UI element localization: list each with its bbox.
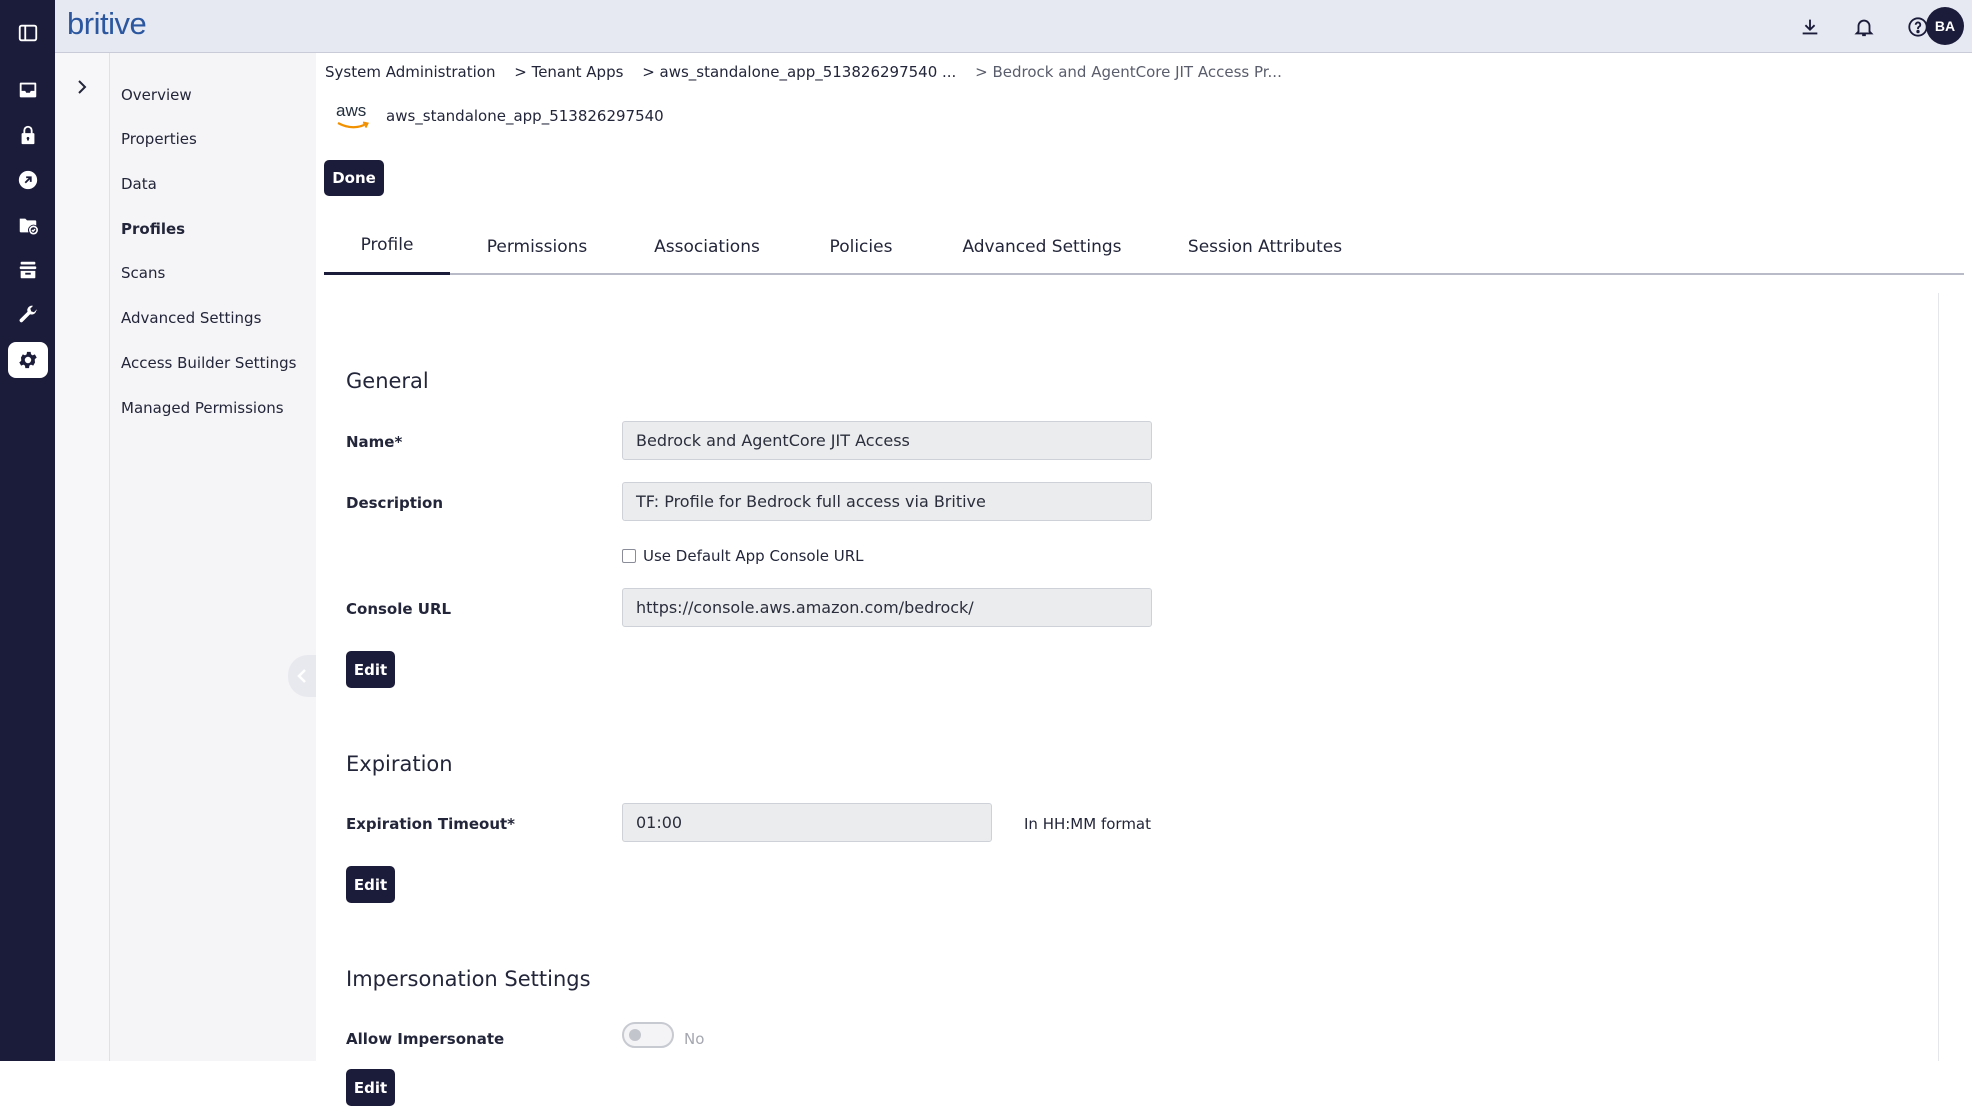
- top-bar: [55, 0, 1972, 53]
- archive-icon[interactable]: [8, 252, 48, 288]
- user-avatar[interactable]: BA: [1926, 7, 1964, 45]
- impersonation-edit-button[interactable]: Edit: [346, 1069, 395, 1106]
- subnav-item-profiles[interactable]: Profiles: [121, 220, 186, 238]
- subnav-item-access-builder-settings[interactable]: Access Builder Settings: [121, 354, 297, 372]
- sub-navigation: [110, 53, 316, 1061]
- sidebar-toggle-icon[interactable]: [8, 15, 48, 51]
- app-name: aws_standalone_app_513826297540: [386, 107, 664, 125]
- main-content: [316, 53, 1972, 1097]
- expiration-edit-button[interactable]: Edit: [346, 866, 395, 903]
- expiration-timeout-label: Expiration Timeout*: [346, 815, 516, 833]
- arrow-up-right-icon[interactable]: [8, 162, 48, 198]
- subnav-item-managed-permissions[interactable]: Managed Permissions: [121, 399, 284, 417]
- breadcrumb-system-administration[interactable]: System Administration: [325, 63, 496, 81]
- subnav-item-properties[interactable]: Properties: [121, 130, 197, 148]
- chevron-left-icon: [295, 667, 309, 685]
- default-console-url-label: Use Default App Console URL: [643, 547, 864, 565]
- tab-advanced-settings[interactable]: Advanced Settings: [962, 236, 1122, 257]
- folder-check-icon[interactable]: [8, 207, 48, 243]
- tab-profile[interactable]: Profile: [324, 218, 450, 275]
- expiration-format-hint: In HH:MM format: [1024, 815, 1152, 833]
- expiration-section-title: Expiration: [346, 752, 453, 776]
- aws-logo: aws: [334, 101, 374, 131]
- download-icon[interactable]: [1795, 12, 1825, 42]
- description-field[interactable]: TF: Profile for Bedrock full access via Britive: [622, 482, 1152, 521]
- allow-impersonate-toggle[interactable]: [622, 1022, 674, 1048]
- default-console-url-checkbox[interactable]: [622, 549, 636, 563]
- console-url-label: Console URL: [346, 600, 452, 618]
- impersonation-section-title: Impersonation Settings: [346, 967, 591, 991]
- default-console-url-row: [622, 547, 864, 565]
- app-header: [334, 101, 664, 131]
- console-url-field[interactable]: https://console.aws.amazon.com/bedrock/: [622, 588, 1152, 627]
- expiration-timeout-field[interactable]: 01:00: [622, 803, 992, 842]
- name-label: Name*: [346, 433, 403, 451]
- general-edit-button[interactable]: Edit: [346, 651, 395, 688]
- icon-rail: [0, 0, 55, 1061]
- subnav-item-overview[interactable]: Overview: [121, 86, 192, 104]
- wrench-icon[interactable]: [8, 297, 48, 333]
- tab-permissions[interactable]: Permissions: [486, 236, 588, 257]
- breadcrumb-tenant-apps[interactable]: > Tenant Apps: [514, 63, 624, 81]
- tab-policies[interactable]: Policies: [829, 236, 893, 257]
- breadcrumb-current-profile: > Bedrock and AgentCore JIT Access Pr...: [975, 63, 1282, 81]
- name-field[interactable]: Bedrock and AgentCore JIT Access: [622, 421, 1152, 460]
- profile-form: [324, 293, 1954, 1097]
- britive-logo[interactable]: britive: [67, 6, 147, 41]
- lock-icon[interactable]: [8, 117, 48, 153]
- subnav-item-scans[interactable]: Scans: [121, 264, 166, 282]
- tab-session-attributes[interactable]: Session Attributes: [1187, 236, 1343, 257]
- profile-tabs: [324, 218, 1964, 275]
- breadcrumb: [325, 63, 1296, 81]
- done-button[interactable]: Done: [324, 160, 384, 196]
- tab-associations[interactable]: Associations: [654, 236, 760, 257]
- breadcrumb-app[interactable]: > aws_standalone_app_513826297540 ...: [642, 63, 957, 81]
- subnav-item-advanced-settings[interactable]: Advanced Settings: [121, 309, 262, 327]
- allow-impersonate-label: Allow Impersonate: [346, 1030, 505, 1048]
- allow-impersonate-state: No: [684, 1030, 705, 1048]
- inbox-icon[interactable]: [8, 72, 48, 108]
- description-label: Description: [346, 494, 444, 512]
- chevron-right-icon[interactable]: [72, 77, 92, 97]
- nav-column: [55, 53, 110, 1061]
- gear-icon[interactable]: [8, 342, 48, 378]
- subnav-item-data[interactable]: Data: [121, 175, 157, 193]
- general-section-title: General: [346, 369, 429, 393]
- bell-icon[interactable]: [1849, 12, 1879, 42]
